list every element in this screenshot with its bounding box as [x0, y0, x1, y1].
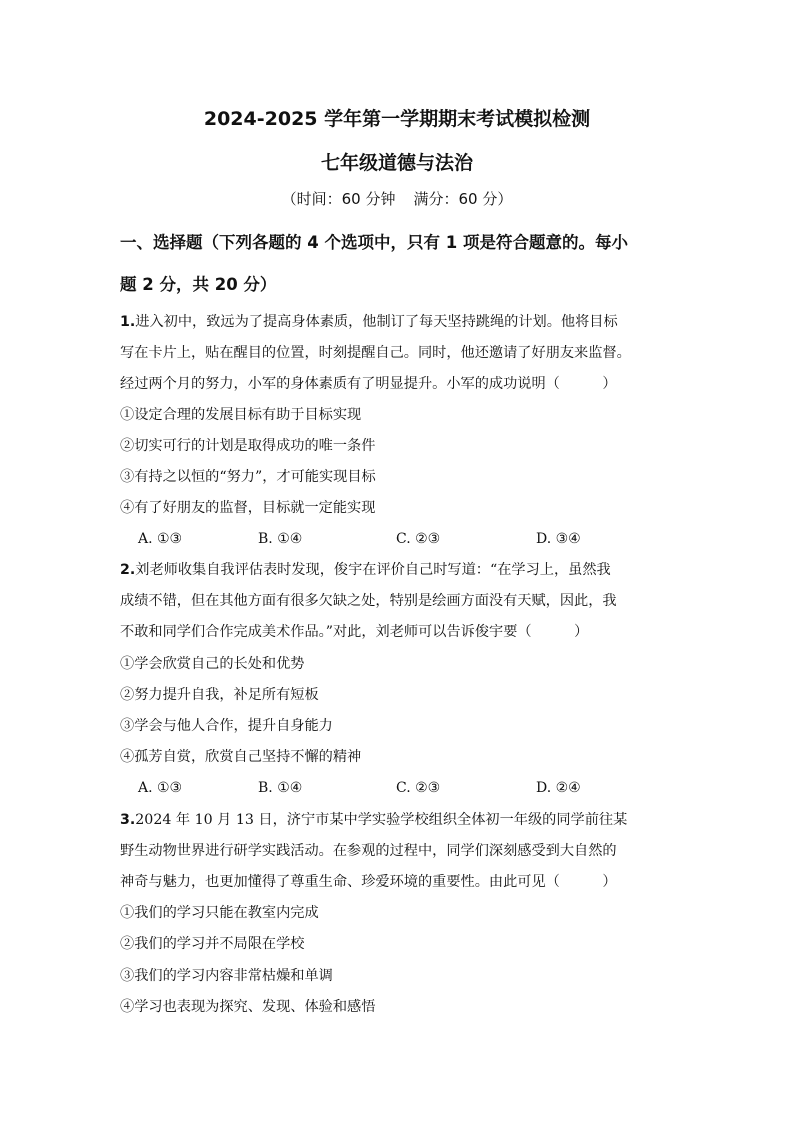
exam-subject: 七年级道德与法治 [320, 152, 473, 174]
time-label: （时间：60 分钟 [281, 190, 396, 208]
option-d: D. ③④ [536, 531, 581, 547]
option-a: A. ①③ [138, 531, 183, 547]
question-2-statement-3: ③学会与他人合作，提升自身能力 [120, 718, 333, 734]
exam-info [0, 188, 794, 209]
question-1-statement-4: ④有了好朋友的监督，目标就一定能实现 [120, 500, 376, 516]
section-heading-line-1: 一、选择题（下列各题的 4 个选项中，只有 1 项是符合题意的。每小 [120, 233, 628, 252]
question-1-line-1: 1.进入初中，致远为了提高身体素质，他制订了每天坚持跳绳的计划。他将目标 [120, 314, 618, 330]
question-3-line-3: 神奇与魅力，也更加懂得了尊重生命、珍爱环境的重要性。由此可见（ ） [120, 874, 617, 890]
exam-title: 2024-2025 学年第一学期期末考试模拟检测 [203, 108, 591, 130]
question-1-statement-1: ①设定合理的发展目标有助于目标实现 [120, 407, 362, 423]
question-3-statement-4: ④学习也表现为探究、发现、体验和感悟 [120, 999, 376, 1015]
question-3-line-1: 3.2024 年 10 月 13 日，济宁市某中学实验学校组织全体初一年级的同学前往某 [120, 812, 628, 828]
option-b: B. ①④ [258, 780, 303, 796]
question-3-statement-2: ②我们的学习并不局限在学校 [120, 936, 305, 952]
question-number: 3. [120, 812, 136, 828]
question-3-statement-3: ③我们的学习内容非常枯燥和单调 [120, 968, 333, 984]
question-number: 2. [120, 562, 136, 578]
option-d: D. ②④ [536, 780, 581, 796]
question-2-line-2: 成绩不错，但在其他方面有很多欠缺之处，特别是绘画方面没有天赋，因此，我 [120, 593, 617, 609]
question-2-statement-4: ④孤芳自赏，欣赏自己坚持不懈的精神 [120, 749, 362, 765]
question-3-statement-1: ①我们的学习只能在教室内完成 [120, 905, 319, 921]
question-2-line-3: 不敢和同学们合作完成美术作品。”对此，刘老师可以告诉俊宇要（ ） [120, 624, 589, 640]
question-2-statement-1: ①学会欣赏自己的长处和优势 [120, 656, 305, 672]
option-b: B. ①④ [258, 531, 303, 547]
section-heading [120, 222, 680, 306]
score-label: 满分：60 分） [413, 190, 513, 208]
question-1-line-3: 经过两个月的努力，小军的身体素质有了明显提升。小军的成功说明（ ） [120, 376, 617, 392]
question-1-statement-2: ②切实可行的计划是取得成功的唯一条件 [120, 438, 376, 454]
question-1-statement-3: ③有持之以恒的“努力”，才可能实现目标 [120, 469, 376, 485]
option-c: C. ②③ [396, 780, 441, 796]
option-c: C. ②③ [396, 531, 441, 547]
question-2-statement-2: ②努力提升自我，补足所有短板 [120, 687, 319, 703]
question-number: 1. [120, 314, 136, 330]
option-a: A. ①③ [138, 780, 183, 796]
question-2-line-1: 2.刘老师收集自我评估表时发现，俊宇在评价自己时写道：“在学习上，虽然我 [120, 562, 611, 578]
question-1-line-2: 写在卡片上，贴在醒目的位置，时刻提醒自己。同时，他还邀请了好朋友来监督。 [120, 345, 631, 361]
question-3-line-2: 野生动物世界进行研学实践活动。在参观的过程中，同学们深刻感受到大自然的 [120, 843, 617, 859]
section-heading-line-2: 题 2 分，共 20 分） [120, 275, 277, 294]
